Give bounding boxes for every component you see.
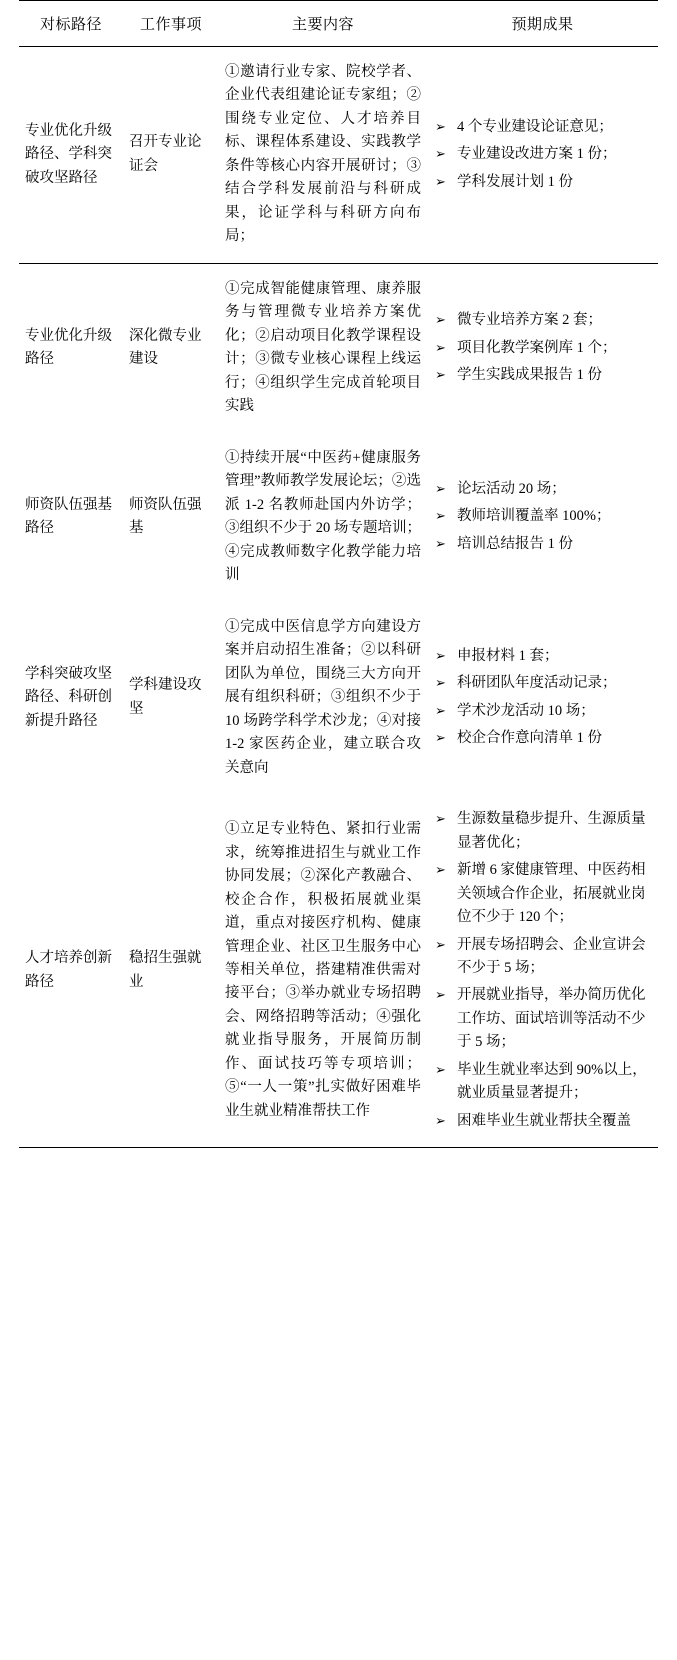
outcome-text: 申报材料 1 套； xyxy=(457,647,559,664)
row-item-text: 师资队伍强基 xyxy=(129,496,202,537)
outcome-text: 论坛活动 20 场； xyxy=(457,481,566,497)
outcome-item xyxy=(433,808,652,855)
outcome-item xyxy=(433,478,652,501)
plan-table xyxy=(19,0,658,1148)
row-outcome-cell xyxy=(427,263,658,432)
outcome-text: 开展就业指导，举办简历优化工作坊、面试培训等活动不少于 5 场； xyxy=(457,987,646,1051)
outcome-text: 科研团队年度活动记录； xyxy=(457,675,617,692)
outcome-text: 教师培训覆盖率 100%； xyxy=(457,508,611,525)
table-row xyxy=(19,794,658,1148)
column-header-path: 对标路径 xyxy=(39,17,102,33)
outcome-item xyxy=(433,859,652,929)
outcome-text: 毕业生就业率达到 90%以上，就业质量显著提升； xyxy=(457,1061,647,1102)
row-item-text: 稳招生强就业 xyxy=(129,950,202,990)
outcome-text: 培训总结报告 1 份 xyxy=(457,535,573,552)
row-content-cell xyxy=(219,794,427,1148)
outcome-item xyxy=(433,533,652,556)
outcome-item xyxy=(433,645,652,668)
arrow-bullet-icon: ➢ xyxy=(435,1112,446,1128)
outcome-item xyxy=(433,171,652,194)
outcome-text: 校企合作意向清单 1 份 xyxy=(457,730,602,747)
outcome-list xyxy=(433,478,652,556)
outcome-text: 学科发展计划 1 份 xyxy=(457,173,573,190)
outcome-item xyxy=(433,143,652,166)
arrow-bullet-icon: ➢ xyxy=(435,535,446,551)
row-item-text: 召开专业论证会 xyxy=(129,134,202,174)
arrow-bullet-icon: ➢ xyxy=(435,146,446,162)
row-content-cell xyxy=(219,263,427,432)
outcome-text: 微专业培养方案 2 套； xyxy=(457,312,602,329)
row-path-text: 专业优化升级路径、学科突破攻坚路径 xyxy=(25,122,112,186)
arrow-bullet-icon: ➢ xyxy=(435,675,446,691)
row-path-cell xyxy=(19,433,123,602)
outcome-text: 新增 6 家健康管理、中医药相关领域合作企业，拓展就业岗位不少于 120 个； xyxy=(457,862,646,926)
row-item-cell xyxy=(123,263,219,432)
table-row xyxy=(19,263,658,432)
row-content-text: ①完成中医信息学方向建设方案并启动招生准备；②以科研团队为单位，围绕三大方向开展有组织科研；③组织不少于 10 场跨学科学术沙龙；④对接 1-2 家医药企业，建立联合攻关意向 xyxy=(225,618,421,776)
column-header-outcome: 预期成果 xyxy=(511,17,574,33)
row-item-text: 深化微专业建设 xyxy=(129,327,202,368)
arrow-bullet-icon: ➢ xyxy=(435,367,446,383)
arrow-bullet-icon: ➢ xyxy=(435,118,446,134)
arrow-bullet-icon: ➢ xyxy=(435,702,446,718)
arrow-bullet-icon: ➢ xyxy=(435,811,446,827)
row-content-cell xyxy=(219,433,427,602)
arrow-bullet-icon: ➢ xyxy=(435,508,446,524)
row-path-text: 师资队伍强基路径 xyxy=(25,496,112,537)
row-outcome-cell xyxy=(427,433,658,602)
row-outcome-cell xyxy=(427,794,658,1148)
outcome-item xyxy=(433,934,652,981)
outcome-item xyxy=(433,672,652,695)
outcome-text: 专业建设改进方案 1 份； xyxy=(457,146,617,163)
arrow-bullet-icon: ➢ xyxy=(435,173,446,189)
outcome-text: 项目化教学案例库 1 个； xyxy=(457,339,617,356)
arrow-bullet-icon: ➢ xyxy=(435,339,446,355)
row-content-cell xyxy=(219,47,427,264)
table-row xyxy=(19,602,658,794)
arrow-bullet-icon: ➢ xyxy=(435,730,446,746)
row-path-text: 人才培养创新路径 xyxy=(25,950,112,990)
row-content-text: ①邀请行业专家、院校学者、企业代表组建论证专家组；②围绕专业定位、人才培养目标、课程体系建设、实践教学条件等核心内容开展研讨；③结合学科发展前沿与科研成果，论证学科与科研方向布局； xyxy=(225,64,421,245)
row-outcome-cell xyxy=(427,47,658,264)
outcome-item xyxy=(433,364,652,387)
arrow-bullet-icon: ➢ xyxy=(435,987,446,1003)
arrow-bullet-icon: ➢ xyxy=(435,1061,446,1077)
row-item-cell xyxy=(123,433,219,602)
outcome-text: 学术沙龙活动 10 场； xyxy=(457,702,595,719)
table-header xyxy=(19,1,658,47)
outcome-list xyxy=(433,309,652,387)
row-content-text: ①持续开展“中医药+健康服务管理”教师教学发展论坛；②选派 1-2 名教师赴国内外访学；③组织不少于 20 场专题培训；④完成教师数字化教学能力培训 xyxy=(225,449,421,584)
table-body xyxy=(19,47,658,1148)
outcome-item xyxy=(433,505,652,528)
column-header-item: 工作事项 xyxy=(139,17,202,33)
outcome-text: 学生实践成果报告 1 份 xyxy=(457,367,602,384)
table-row xyxy=(19,433,658,602)
outcome-text: 4 个专业建设论证意见； xyxy=(457,118,613,135)
outcome-item xyxy=(433,1059,652,1106)
arrow-bullet-icon: ➢ xyxy=(435,647,446,663)
arrow-bullet-icon: ➢ xyxy=(435,312,446,328)
row-path-cell xyxy=(19,602,123,794)
arrow-bullet-icon: ➢ xyxy=(435,481,446,496)
row-path-cell xyxy=(19,794,123,1148)
outcome-item xyxy=(433,1110,652,1133)
row-path-cell xyxy=(19,263,123,432)
column-header-content: 主要内容 xyxy=(291,17,354,33)
row-path-cell xyxy=(19,47,123,264)
arrow-bullet-icon: ➢ xyxy=(435,936,446,952)
row-item-text: 学科建设攻坚 xyxy=(129,677,202,717)
outcome-item xyxy=(433,700,652,723)
arrow-bullet-icon: ➢ xyxy=(435,862,446,878)
outcome-list xyxy=(433,116,652,194)
row-path-text: 学科突破攻坚路径、科研创新提升路径 xyxy=(25,665,112,729)
row-content-cell xyxy=(219,602,427,794)
outcome-text: 开展专场招聘会、企业宣讲会不少于 5 场； xyxy=(457,936,646,976)
outcome-item xyxy=(433,309,652,332)
outcome-item xyxy=(433,727,652,750)
row-item-cell xyxy=(123,794,219,1148)
row-item-cell xyxy=(123,47,219,264)
outcome-text: 生源数量稳步提升、生源质量显著优化； xyxy=(457,811,646,851)
table-header-row xyxy=(19,1,658,47)
outcome-list xyxy=(433,645,652,751)
row-content-text: ①立足专业特色、紧扣行业需求，统筹推进招生与就业工作协同发展；②深化产教融合、校企合作，积极拓展就业渠道，重点对接医疗机构、健康管理企业、社区卫生服务中心等相关单位，搭建精准供需对接平台；③举办就业专场招聘会、网络招聘等活动；④强化就业指导服务，开展简历制作、面试技巧等专项培训；⑤“一人一策”扎实做好困难毕业生就业精准帮扶工作 xyxy=(225,821,421,1119)
outcome-text: 困难毕业生就业帮扶全覆盖 xyxy=(457,1112,631,1129)
outcome-item xyxy=(433,116,652,139)
row-content-text: ①完成智能健康管理、康养服务与管理微专业培养方案优化；②启动项目化教学课程设计；③微专业核心课程上线运行；④组织学生完成首轮项目实践 xyxy=(225,280,421,415)
table-row xyxy=(19,47,658,264)
outcome-item xyxy=(433,984,652,1054)
row-outcome-cell xyxy=(427,602,658,794)
outcome-list xyxy=(433,808,652,1133)
row-item-cell xyxy=(123,602,219,794)
outcome-item xyxy=(433,337,652,360)
row-path-text: 专业优化升级路径 xyxy=(25,327,112,368)
